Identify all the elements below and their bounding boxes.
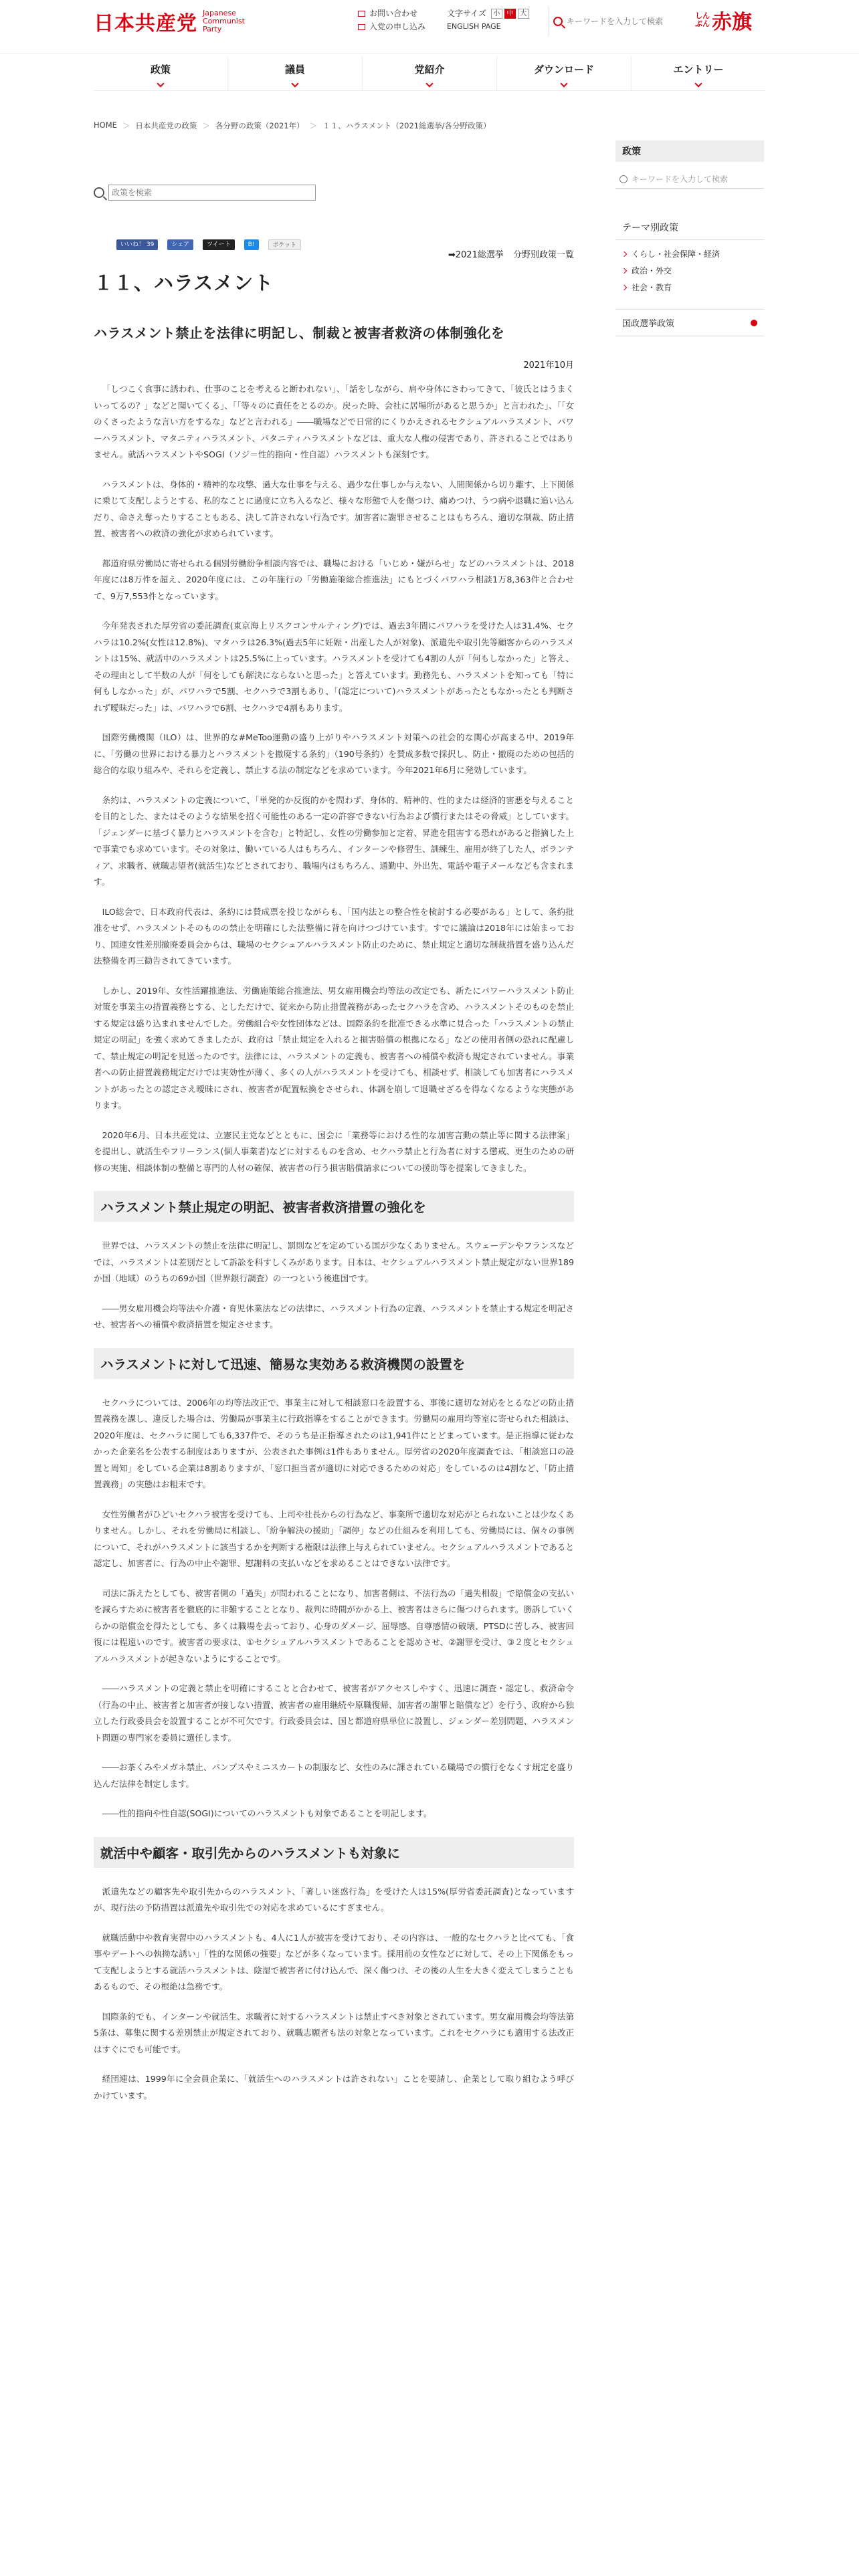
nav-about[interactable]: 党紹介	[362, 56, 496, 90]
body-paragraph: 都道府県労働局に寄せられる個別労働紛争相談内容では、職場における「いじめ・嫌がらせ」などのハラスメントは、2018年度には8万件を超え、2020年度には、この年施行の「労働施策総合推進法」にもとづくパワハラ相談1万8,363件と合わせて、9万7,553件となっています。	[94, 558, 574, 601]
body-paragraph: ――お茶くみやメガネ禁止、パンプスやミニスカートの制服など、女性のみに課されている職場での慣行をなくす規定を盛り込んだ法律を制定します。	[94, 1762, 574, 1789]
section-1	[94, 1238, 574, 1333]
section-heading-2: ハラスメントに対して迅速、簡易な実効ある救済機関の設置を	[94, 1348, 574, 1379]
section-2	[94, 1395, 574, 1822]
crumb-field[interactable]: 各分野の政策（2021年）	[215, 121, 304, 130]
contact-link[interactable]	[358, 7, 425, 20]
body-paragraph: ハラスメントは、身体的・精神的な攻撃、過大な仕事を与える、過少な仕事しか与えない、人間関係から切り離す、上下関係に乗じて支配しようとする、私的なことに過度に立ち入るなど、様々な形態で人を傷つけ、痛めつけ、うつ病や退職に追い込んだり、命さえ奪ったりすることもある、決して許されない行為です。加害者に謝罪させることはもちろん、適切な制裁、防止措置、被害者への救済の強化が求められています。	[94, 479, 574, 538]
hatena-button[interactable]: B!	[244, 239, 259, 250]
mail-icon	[358, 24, 365, 30]
body-paragraph: 条約は、ハラスメントの定義について、「単発的か反復的かを問わず、身体的、精神的、性的または経済的害悪を与えることを目的とした、またはそのような結果を招く可能性のある一定の許容できない行為および慣行またはその脅威」としています。「ジェンダーに基づく暴力とハラスメントを含む」と特記し、女性の労働参加と定着、昇進を阻害する恐れがあると指摘した上で事業でも求めています。その対象は、働いている人はもちろん、インターンや修習生、訓練生、雇用が終了した人、ボランティア、求職者、就職志望者(就活生)などとされており、職場内はもちろん、通勤中、外出先、電話や電子メールなども含まれます。	[94, 794, 574, 887]
body-paragraph: 女性労働者がひどいセクハラ被害を受けても、上司や社長からの行為など、事業所で適切な対応がとられないことは少なくありません。しかし、それを労働局に相談し、「紛争解決の援助」「調停」などの仕組みを利用しても、労働局には、個々の事例について、それがハラスメントに該当するかを判断する権限は法律上与えられていません。セクシュアルハラスメントであると認定し、加害者に、行為の中止や謝罪、慰謝料の支払いなどを求めることはできない法律です。	[94, 1509, 574, 1568]
tweet-button[interactable]: ツイート	[203, 239, 235, 250]
fb-share-button[interactable]: シェア	[167, 239, 193, 250]
font-size-medium[interactable]: 中	[504, 9, 516, 19]
mail-icon	[358, 11, 365, 17]
back-link[interactable]: ➡2021総選挙	[448, 250, 504, 260]
pocket-button[interactable]: ポケット	[268, 239, 302, 250]
font-size-label: 文字サイズ	[447, 9, 487, 18]
plus-icon	[751, 320, 757, 326]
body-paragraph: 世界では、ハラスメントの禁止を法律に明記し、罰則などを定めている国が少なくありません。スウェーデンやフランスなどでは、ハラスメントは差別だとして訴訟を科すしくみがあります。日本は、セクシュアルハラスメント禁止規定がない世界189か国（地域）のうちの69か国（世界銀行調査）の一つという後進国です。	[94, 1241, 574, 1283]
crumb-home[interactable]: HOME	[94, 120, 117, 130]
nav-policy[interactable]: 政策	[94, 56, 227, 90]
lead-heading: ハラスメント禁止を法律に明記し、制裁と被害者救済の体制強化を	[94, 325, 505, 341]
sidebar-search-input[interactable]	[615, 170, 764, 189]
header-search	[549, 7, 681, 36]
english-page-link[interactable]: ENGLISH PAGE	[447, 22, 501, 31]
body-paragraph: ――ハラスメントの定義と禁止を明確にすることと合わせて、被害者がアクセスしやすく、迅速に調査・認定し、救済命令（行為の中止、被害者と加害者が接しない措置、被害者の雇用継続や原職復帰、加害者の謝罪と賠償など）を行う、政府から独立した行政委員会を設置することが不可欠です。行政委員会は、国と都道府県単位に設置し、ジェンダー差別問題、ハラスメント問題の専門家を委員に選任します。	[94, 1683, 574, 1743]
theme-item[interactable]: 政治・外交	[615, 262, 764, 279]
search-icon	[619, 175, 628, 183]
font-size-control	[447, 7, 529, 33]
national-election-policy[interactable]	[615, 309, 764, 336]
fb-like-button[interactable]: いいね！ 39	[116, 239, 158, 250]
section-heading-3: 就活中や顧客・取引先からのハラスメントも対象に	[94, 1837, 574, 1868]
jcp-logo[interactable]	[94, 7, 243, 36]
body-paragraph: セクハラについては、2006年の均等法改正で、事業主に対して相談窓口を設置する、事後に適切な対応をとるなどの防止措置義務を課し、違反した場合は、労働局が事業主に行政指導をすることができます。労働局の雇用均等室に寄せられた相談は、2020年度は、セクハラに関しても6,337件で、そのうち是正指導されたのは1,941件にとどまっています。是正指導に従わなかった企業名を公表する制度はありますが、公表された事例は1件もありません。厚労省の2020年度調査では、「相談窓口の設置と周知」をしている企業は8割ありますが、「窓口担当者が適切に対応できるための対応」をしているのは4割など、「防止措置義務」の実態はお粗末です。	[94, 1397, 574, 1489]
akahata-link[interactable]	[693, 5, 752, 35]
logo-japanese: 日本共産党	[94, 12, 197, 35]
list-link[interactable]: 分野別政策一覧	[512, 250, 574, 260]
body-paragraph: ILO総会で、日本政府代表は、条約には賛成票を投じながらも、「国内法との整合性を検討する必要がある」として、条約批准をせず、ハラスメントそのものの禁止を明確にした法整備に背を向けつづけています。すでに議論は2018年には始まっており、国連女性差別撤廃委員会からは、職場のセクシュアルハラスメント防止のために、禁止規定と適切な制裁措置を盛り込んだ法整備を再三勧告されてきています。	[94, 906, 574, 966]
body-paragraph: 2020年6月、日本共産党は、立憲民主党などとともに、国会に「業務等における性的な加害言動の禁止等に関する法律案」を提出し、就活生やフリーランス(個人事業者)などに対するものを含め、セクハラ禁止と行為者に対する懲戒、更生のための研修の実施、相談体制の整備と専門的人材の確保、被害者の行う損害賠償請求についての援助等を提案してきました。	[94, 1130, 574, 1173]
header-search-input[interactable]	[567, 17, 680, 26]
body-paragraph: 「しつこく食事に誘われ、仕事のことを考えると断われない」、「話をしながら、肩や身体にさわってきて、「彼氏とはうまくいってるの？」などと聞いてくる」、「「等々のに責任をとるのか。戻った時、会社に居場所があると思うか」と言われた」、「「女のくさったような言い方をするな」などと言われる」――職場などで日常的にくりかえされるセクシュアルハラスメント、パワーハラスメント、マタニティハラスメント、パタニティハラスメントなどは、重大な人権の侵害であり、許されることではありません。就活ハラスメントやSOGI（ソジ＝性的指向・性自認）ハラスメントも深刻です。	[94, 384, 574, 459]
sidebar	[615, 140, 764, 363]
theme-title: テーマ別政策	[615, 215, 764, 240]
body-paragraph: 今年発表された厚労省の委託調査(東京海上リスクコンサルティング)では、過去3年間にパワハラを受けた人は31.4%、セクハラは10.2%(女性は12.8%)、マタハラは26.3%(過去5年に妊娠・出産した人が対象)、派遣先や取引先等顧客からのハラスメントは15%、就活中のハラスメントは25.5%に上っています。ハラスメントを受けても4割の人が「何もしなかった」と答え、その理由として半数の人が「何をしても解決にならないと思った」と答えています。勤務先も、ハラスメントを知っても「特に何もしなかった」が、パワハラで5割、セクハラで3割もあり、「(認定について)ハラスメントがあったともなかったとも判断されず曖昧だった」は、パワハラで6割、セクハラで4割もあります。	[94, 621, 574, 713]
sidebar-search-placeholder: キーワードを入力して検索	[632, 175, 729, 184]
body-paragraph: 司法に訴えたとしても、被害者側の「過失」が問われることになり、加害者側は、不法行為の「過失相殺」で賠償金の支払いを減らすために被害者を徹底的に非難することとなり、裁判に時間がかかる上、被害者はさらに傷つけられます。勝訴していくらかの賠償金を得たとしても、多くは職場を去っており、心身のダメージ、屈辱感、自尊感情の破壊、PTSDに苦しみ、被害回復には程遠いのです。被害者の要求は、①セクシュアルハラスメントであることを認めさせ、②謝罪を受け、③２度とセクシュアルハラスメントが起きないようにすることです。	[94, 1588, 574, 1664]
main-content	[94, 120, 574, 2117]
font-size-small[interactable]: 小	[491, 9, 502, 19]
section-heading-1: ハラスメント禁止規定の明記、被害者救済措置の強化を	[94, 1191, 574, 1222]
related-links	[94, 247, 574, 260]
font-size-large[interactable]: 大	[518, 9, 529, 19]
back-label: 2021総選挙	[455, 250, 504, 260]
section-intro	[94, 381, 574, 1176]
body-paragraph: 就職活動中や教育実習中のハラスメントも、4人に1人が被害を受けており、その内容は、一般的なセクハラと比べても、「食事やデートへの執拗な誘い」「性的な関係の強要」などが多くなっています。採用前の女性などに対して、その上下関係をもって支配しようとする就活ハラスメントは、陰湿で被害者に付け込んで、深く傷つけ、その後の人生を大きく変えてしまうこともあるもので、その根絶は急務です。	[94, 1932, 574, 1992]
search-icon	[94, 187, 104, 198]
contact-label: お問い合わせ	[369, 9, 418, 18]
page-title: １１、ハラスメント	[94, 272, 274, 294]
publish-date: 2021年10月	[523, 360, 574, 370]
body-paragraph: 国際労働機関（ILO）は、世界的な#MeToo運動の盛り上がりやハラスメント対策への社会的な関心が高まる中、2019年に、「労働の世界における暴力とハラスメントを撤廃する条約」（190号条約）を賛成多数で採択し、防止・撤廃のための包括的総合的な取り組みや、それらを定義し、禁止する法の制定などを求めています。今年2021年6月に発効しています。	[94, 732, 574, 775]
national-label: 国政選挙政策	[622, 319, 675, 329]
search-icon[interactable]	[553, 17, 563, 26]
crumb-policy[interactable]: 日本共産党の政策	[135, 121, 197, 130]
section-3	[94, 1884, 574, 2105]
site-header	[0, 0, 859, 53]
body-paragraph: 経団連は、1999年に全会員企業に、「就活生へのハラスメントは許されない」ことを要請し、企業として取り組むよう呼びかけています。	[94, 2074, 574, 2101]
body-paragraph: ――性的指向や性自認(SOGI)についてのハラスメントも対象であることを明記します。	[102, 1808, 432, 1818]
policy-search	[94, 185, 574, 201]
sidebar-policy-title: 政策	[615, 140, 764, 162]
nav-download[interactable]: ダウンロード	[496, 56, 631, 90]
global-nav	[94, 56, 765, 91]
breadcrumb: HOME ＞ 日本共産党の政策 ＞ 各分野の政策（2021年） ＞ １１、ハラスメント（2021総選挙/各分野政策）	[94, 120, 491, 130]
nav-members[interactable]: 議員	[227, 56, 362, 90]
join-label: 入党の申し込み	[369, 22, 426, 31]
akahata-small-label: しんぶん	[695, 11, 710, 28]
body-paragraph: しかし、2019年、女性活躍推進法、労働施策総合推進法、男女雇用機会均等法の改定でも、新たにパワーハラスメント防止対策を事業主の措置義務とする、としただけで、従来から防止措置義務があったセクハラを含め、ハラスメントそのものを禁止する規定は盛り込まれませんでした。労働組合や女性団体などは、国際条約を批准できる水準に見合った「ハラスメントの禁止規定の明記」を強く求めてきましたが、政府は「禁止規定を入れると損害賠償の根拠になる」などの使用者側の恐れに配慮して、禁止規定の明記を見送ったのです。法律には、ハラスメントの定義も、被害者への補償や救済も規定されていません。事業者への防止措置義務規定だけでは実効性が薄く、多くの人がハラスメントを受けても、相談せず、相談しても加害者にハラスメントがあったとの認定さえ曖昧にされ、被害者が配置転換をさせられ、体調を崩して退職せざるを得なくなるような実態があります。	[94, 985, 574, 1110]
logo-english: Japanese Communist Party	[203, 9, 245, 33]
join-link[interactable]	[358, 20, 425, 33]
body-paragraph: 国際条約でも、インターンや就活生、求職者に対するハラスメントは禁止すべき対象とされています。男女雇用機会均等法第5条は、募集に関する差別禁止が規定されており、就職志願者も法の対象となっています。これをセクハラにも適用する法改正はすぐにでも可能です。	[94, 2011, 574, 2054]
nav-entry[interactable]: エントリー	[631, 56, 765, 90]
theme-item[interactable]: 社会・教育	[615, 279, 764, 296]
crumb-current: １１、ハラスメント（2021総選挙/各分野政策）	[322, 121, 491, 130]
body-paragraph: 派遣先などの顧客先や取引先からのハラスメント、「著しい迷惑行為」を受けた人は15%(厚労省委託調査)となっていますが、現行法の予防措置は派遣先や取引先での対応を求めているにすぎません。	[94, 1886, 574, 1913]
policy-search-input[interactable]	[108, 185, 316, 201]
body-paragraph: ――男女雇用機会均等法や介護・育児休業法などの法律に、ハラスメント行為の定義、ハラスメントを禁止する規定を明記させ、被害者への補償や救済措置を規定させます。	[94, 1303, 574, 1329]
akahata-label: 赤旗	[712, 11, 752, 34]
theme-item[interactable]: くらし・社会保障・経済	[615, 245, 764, 262]
